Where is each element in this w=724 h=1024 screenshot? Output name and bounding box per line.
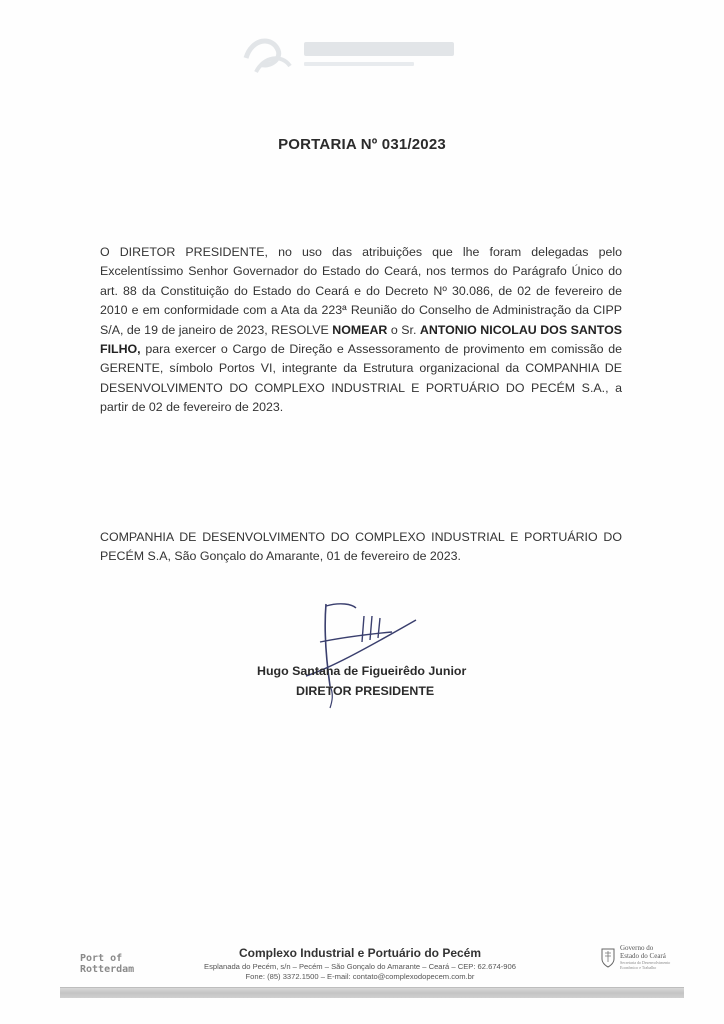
government-logo: [600, 944, 690, 972]
signer-role: DIRETOR PRESIDENTE: [296, 684, 435, 698]
gov-sub-2: Econômico e Trabalho: [620, 965, 657, 970]
document-body: [100, 243, 622, 418]
pecem-logo-watermark: [238, 28, 468, 80]
ceara-coat-of-arms-icon: [600, 946, 616, 968]
port-of-rotterdam-logo: [80, 953, 134, 975]
gov-line-2: Estado do Ceará: [620, 952, 666, 960]
document-title: PORTARIA Nº 031/2023: [278, 136, 446, 153]
partner-line-1: Port of: [80, 953, 123, 964]
body-nominee: ANTONIO NICOLAU DOS SANTOS FILHO,: [100, 322, 622, 357]
body-sr: o Sr.: [390, 322, 417, 337]
footer-address: Esplanada do Pecém, s/n – Pecém – São Gonçalo do Amarante – Ceará – CEP: 62.674-906: [204, 962, 516, 971]
footer-bar: [60, 987, 684, 998]
signer-name: Hugo Santana de Figueirêdo Junior: [257, 664, 467, 678]
government-text: [620, 944, 670, 970]
gov-line-1: Governo do: [620, 944, 654, 952]
document-closing: COMPANHIA DE DESENVOLVIMENTO DO COMPLEXO INDUSTRIAL E PORTUÁRIO DO PECÉM S.A, São Gonçalo do Amarante, 01 de fevereiro de 2023.: [100, 530, 622, 564]
partner-line-2: Rotterdam: [80, 964, 135, 975]
footer-org-name: Complexo Industrial e Portuário do Pecém: [238, 946, 482, 960]
gov-sub-1: Secretaria do Desenvolvimento: [620, 960, 671, 965]
body-intro: O DIRETOR PRESIDENTE, no uso das atribuições que lhe foram delegadas pelo Excelentíssimo Senhor Governador do Estado do Ceará, nos termos do Parágrafo Único do art. 88 da Constituição do Estado do Ceará e do Decreto Nº 30.086, de 02 de fevereiro de 2010 e em conformidade com a Ata da 223ª Reunião do Conselho de Administração da CIPP S/A, de 19 de janeiro de 2023, RESOLVE: [100, 245, 622, 337]
footer-info: [170, 946, 550, 982]
body-nomear: NOMEAR: [332, 322, 388, 337]
footer-contact: Fone: (85) 3372.1500 – E-mail: contato@complexodopecem.com.br: [245, 972, 475, 981]
body-appointment: para exercer o Cargo de Direção e Assessoramento de provimento em comissão de GERENTE, símbolo Portos VI, integrante da Estrutura organizacional da COMPANHIA DE DESENVOLVIMENTO DO COMPLEXO INDUSTRIAL E PORTUÁRIO DO PECÉM S.A., a partir de 02 de fevereiro de 2023.: [100, 342, 622, 415]
